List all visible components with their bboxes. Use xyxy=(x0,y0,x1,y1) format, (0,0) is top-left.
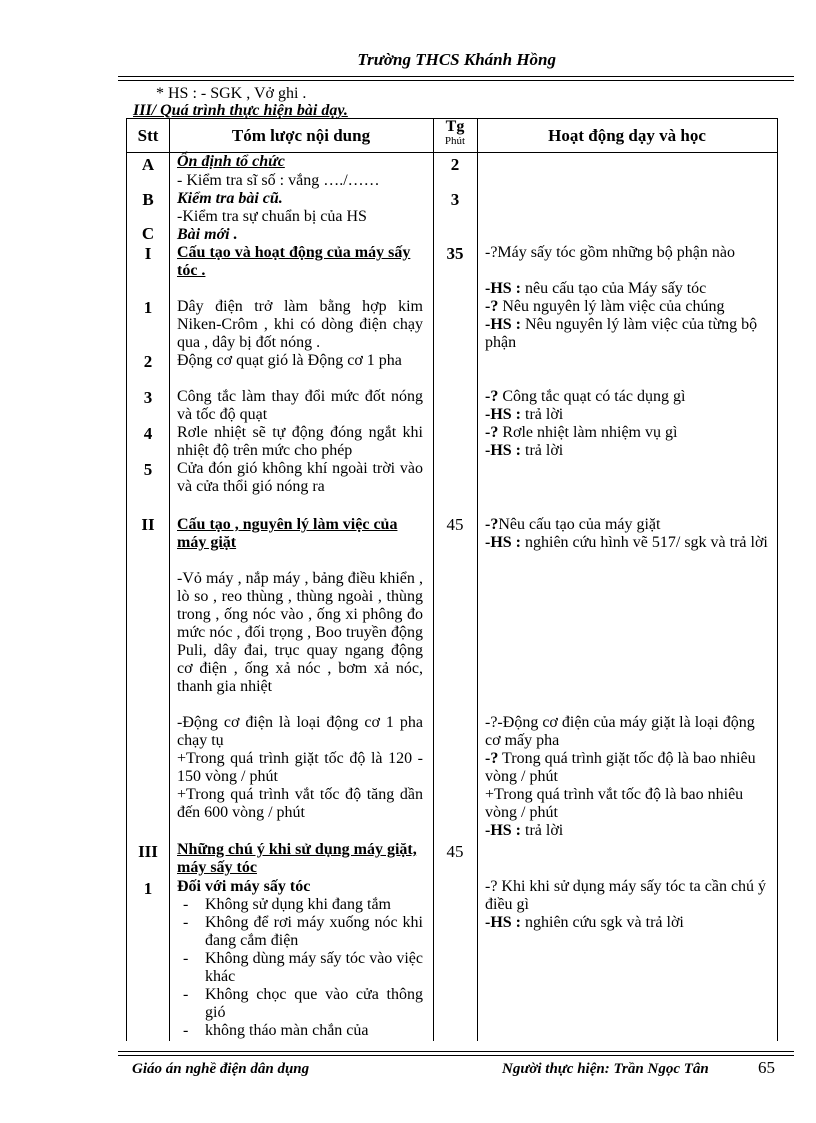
content-ii-title: Cấu tạo , nguyên lý làm việc của máy giặt xyxy=(177,516,398,551)
act-a2-hs xyxy=(485,316,771,352)
content-ii-p4: +Trong quá trình vắt tốc độ tăng dần đến 600 vòng / phút xyxy=(177,786,423,821)
content-i4: Rơle nhiệt sẽ tự động đóng ngắt khi nhiệt độ trên mức cho phép xyxy=(177,424,423,459)
stt-iii1: 1 xyxy=(143,879,153,898)
act-a4-hs xyxy=(485,442,771,460)
hs-label: -HS : xyxy=(485,534,521,551)
act-a3-hs-text: trả lời xyxy=(521,406,564,423)
stt-b: B xyxy=(142,190,154,209)
stt-i1: 1 xyxy=(143,298,153,317)
act-a1-question: -?Máy sấy tóc gồm những bộ phận nào xyxy=(485,244,735,261)
col-divider xyxy=(169,119,170,1041)
act-c1-hs xyxy=(485,914,771,932)
header-content: Tóm lược nội dung xyxy=(231,126,371,145)
q-label: -? xyxy=(485,388,499,405)
content-b-title: Kiểm tra bài cũ. xyxy=(177,190,283,207)
hs-materials-line: * HS : - SGK , Vở ghi . xyxy=(156,85,307,102)
content-iii1-title: Đối với máy sấy tóc xyxy=(177,878,311,895)
stt-i2: 2 xyxy=(143,352,153,371)
stt-i: I xyxy=(144,244,152,263)
content-iii1-list xyxy=(177,896,423,1040)
content-i-title: Cấu tạo và hoạt động của máy sấy tóc . xyxy=(177,244,411,279)
act-a1-hs xyxy=(485,280,771,298)
header-stt: Stt xyxy=(137,126,159,145)
act-b2-question: -?-Động cơ điện của máy giặt là loại động cơ mấy pha xyxy=(485,714,755,749)
hs-label: -HS : xyxy=(485,406,521,423)
tg-i: 35 xyxy=(446,244,464,263)
content-a-title-text: Ổn định tổ chức xyxy=(177,153,285,170)
tg-a: 2 xyxy=(450,155,460,174)
act-a2-question xyxy=(485,298,771,316)
content-ii-p1: -Vỏ máy , nắp máy , bảng điều khiển , lò so , reo thùng , thùng ngoài , thùng trong , ống nóc vào , ống xi phông đo mức nóc , đối trọng , Boo truyền động Puli, dây đai, trục quay ngang động cơ điện , ống xả nóc , bơm xả nóc, thanh gia nhiệt xyxy=(177,570,423,695)
q-label: -? xyxy=(485,298,499,315)
hs-label: -HS : xyxy=(485,280,521,297)
act-a3-hs xyxy=(485,406,771,424)
act-b1-hs-text: nghiên cứu hình vẽ 517/ sgk và trả lời xyxy=(521,534,768,551)
page-number: 65 xyxy=(758,1058,775,1077)
act-a4-hs-text: trả lời xyxy=(521,442,564,459)
content-a-text: - Kiểm tra sĩ số : vắng …./…… xyxy=(177,172,380,189)
hs-label: -HS : xyxy=(485,914,521,931)
act-b3-question xyxy=(485,750,771,786)
header-tg-top: Tg xyxy=(445,118,465,135)
stt-i3: 3 xyxy=(143,388,153,407)
section-heading: III/ Quá trình thực hiện bài dạy. xyxy=(133,102,348,119)
act-b4-hs-text: trả lời xyxy=(521,822,564,839)
col-divider xyxy=(433,119,434,1041)
act-b4-question: +Trong quá trình vắt tốc độ là bao nhiêu vòng / phút xyxy=(485,786,744,821)
stt-c: C xyxy=(141,224,155,243)
list-item: - Không để rơi máy xuống nóc khi đang cắm điện xyxy=(177,914,423,950)
stt-i5: 5 xyxy=(143,460,153,479)
content-i2: Động cơ quạt gió là Động cơ 1 pha xyxy=(177,352,402,369)
act-a2-q-text: Nêu nguyên lý làm việc của chúng xyxy=(498,298,725,315)
stt-ii: II xyxy=(141,515,155,534)
q-label: -? xyxy=(485,424,499,441)
q-label: -? xyxy=(485,516,499,533)
act-b3-q-text: Trong quá trình giặt tốc độ là bao nhiêu vòng / phút xyxy=(485,750,756,785)
header-activity: Hoạt động dạy và học xyxy=(548,126,706,145)
content-ii-p2: -Động cơ điện là loại động cơ 1 pha chạy tụ xyxy=(177,714,423,749)
act-a1-hs-text: nêu cấu tạo của Máy sấy tóc xyxy=(521,280,707,297)
footer-right: Người thực hiện: Trần Ngọc Tân xyxy=(502,1061,709,1077)
tg-b: 3 xyxy=(450,190,460,209)
act-b1-question xyxy=(485,516,771,534)
act-a4-question xyxy=(485,424,771,442)
tg-iii: 45 xyxy=(446,842,464,861)
footer-rule xyxy=(118,1051,794,1056)
stt-iii: III xyxy=(138,842,158,861)
act-a4-q-text: Rơle nhiệt làm nhiệm vụ gì xyxy=(498,424,678,441)
hs-label: -HS : xyxy=(485,822,521,839)
act-c1-hs-text: nghiên cứu sgk và trả lời xyxy=(521,914,684,931)
content-iii-title: Những chú ý khi sử dụng máy giặt, máy sấy tóc xyxy=(177,841,417,876)
q-label: -? xyxy=(485,750,499,767)
content-i3: Công tắc làm thay đổi mức đốt nóng và tốc độ quạt xyxy=(177,388,423,423)
header-rule xyxy=(118,76,794,81)
content-ii-p3: +Trong quá trình giặt tốc độ là 120 - 150 vòng / phút xyxy=(177,750,423,785)
act-a2-hs-text: Nêu nguyên lý làm việc của từng bộ phận xyxy=(485,316,758,351)
content-b-text: -Kiểm tra sự chuẩn bị của HS xyxy=(177,208,367,225)
act-a3-q-text: Công tắc quạt có tác dụng gì xyxy=(498,388,686,405)
hs-label: -HS : xyxy=(485,316,521,333)
content-i5: Cửa đón gió không khí ngoài trời vào và cửa thổi gió nóng ra xyxy=(177,460,423,495)
content-i1: Dây điện trở làm bằng hợp kim Niken-Crôm , khi có dòng điện chạy qua , dây bị đốt nóng . xyxy=(177,298,423,351)
list-item: - Không sử dụng khi đang tắm xyxy=(177,896,423,914)
content-c-title: Bài mới . xyxy=(177,226,238,243)
lesson-table xyxy=(126,118,778,1041)
list-item: - không tháo màn chắn của xyxy=(177,1022,423,1040)
footer-left: Giáo án nghề điện dân dụng xyxy=(132,1061,310,1077)
content-a-title xyxy=(177,153,427,171)
stt-i4: 4 xyxy=(143,424,153,443)
list-item: - Không chọc que vào cửa thông gió xyxy=(177,986,423,1022)
act-b1-q-text: Nêu cấu tạo của máy giặt xyxy=(498,516,661,533)
act-b1-hs xyxy=(485,534,771,552)
header-tg xyxy=(433,119,477,147)
tg-ii: 45 xyxy=(446,515,464,534)
page-header-title: Trường THCS Khánh Hồng xyxy=(357,50,556,69)
list-item: - Không dùng máy sấy tóc vào việc khác xyxy=(177,950,423,986)
act-b4-hs xyxy=(485,822,771,840)
header-tg-bottom: Phút xyxy=(444,135,466,147)
act-c1-question: -? Khi khi sử dụng máy sấy tóc ta cần chú ý điều gì xyxy=(485,878,767,913)
col-divider xyxy=(477,119,478,1041)
stt-a: A xyxy=(141,155,155,174)
hs-label: -HS : xyxy=(485,442,521,459)
act-a3-question xyxy=(485,388,771,406)
